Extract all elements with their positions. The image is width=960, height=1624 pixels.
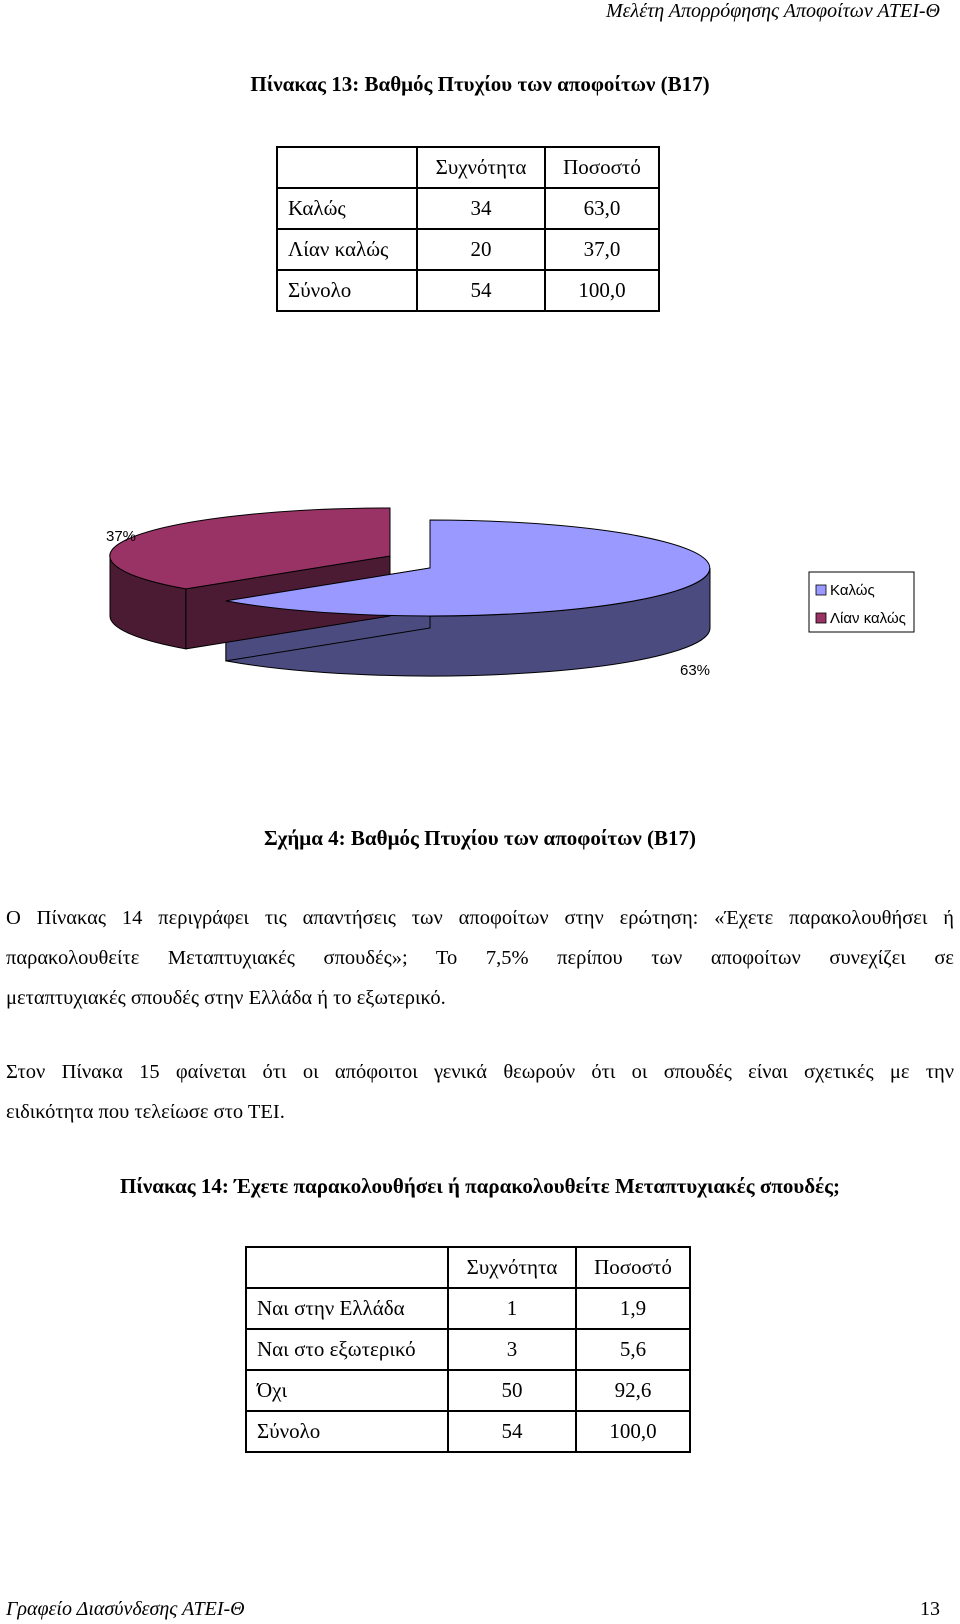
- table-cell: 50: [448, 1370, 576, 1411]
- running-header: Μελέτη Απορρόφησης Αποφοίτων ΑΤΕΙ-Θ: [606, 0, 940, 22]
- legend-label-kalos: Καλώς: [830, 582, 875, 599]
- page-number: 13: [920, 1598, 940, 1620]
- table-row: [246, 1370, 690, 1411]
- table-row: [277, 188, 659, 229]
- table-cell: 54: [417, 270, 545, 311]
- table-13-caption: Πίνακας 13: Βαθμός Πτυχίου των αποφοίτων (Β17): [250, 72, 710, 96]
- paragraph-line: παρακολουθείτε Μεταπτυχιακές σπουδές»; Το 7,5% περίπου των αποφοίτων συνεχίζει σε: [6, 947, 954, 969]
- table-row: [277, 147, 659, 188]
- legend: [809, 572, 914, 632]
- table-13: [276, 146, 660, 312]
- table-cell: 1: [448, 1288, 576, 1329]
- table-header-cell: [277, 147, 417, 188]
- table-cell: Καλώς: [277, 188, 417, 229]
- table-header-cell: [246, 1247, 448, 1288]
- paragraph-line: μεταπτυχιακές σπουδές στην Ελλάδα ή το εξωτερικό.: [6, 987, 446, 1009]
- table-14-caption: Πίνακας 14: Έχετε παρακολουθήσει ή παρακολουθείτε Μεταπτυχιακές σπουδές;: [120, 1174, 840, 1198]
- legend-label-lian-kalos: Λίαν καλώς: [830, 610, 906, 627]
- data-label-lian-kalos: 37%: [106, 528, 137, 545]
- table-row: [246, 1329, 690, 1370]
- table-cell: 63,0: [545, 188, 659, 229]
- table-cell: 3: [448, 1329, 576, 1370]
- table-row: [246, 1288, 690, 1329]
- paragraph-line: ειδικότητα που τελείωσε στο ΤΕΙ.: [6, 1101, 285, 1123]
- table-cell: Λίαν καλώς: [277, 229, 417, 270]
- table-cell: Όχι: [246, 1370, 448, 1411]
- table-cell: 20: [417, 229, 545, 270]
- table-header-cell: Ποσοστό: [576, 1247, 690, 1288]
- table-cell: 34: [417, 188, 545, 229]
- table-cell: 5,6: [576, 1329, 690, 1370]
- table-cell: Ναι στην Ελλάδα: [246, 1288, 448, 1329]
- legend-swatch-kalos: [816, 585, 826, 595]
- table-row: [277, 229, 659, 270]
- table-cell: 100,0: [576, 1411, 690, 1452]
- table-cell: Ναι στο εξωτερικό: [246, 1329, 448, 1370]
- paragraph-1: [6, 898, 954, 1018]
- table-row: [246, 1247, 690, 1288]
- table-cell: Σύνολο: [246, 1411, 448, 1452]
- table-header-cell: Συχνότητα: [448, 1247, 576, 1288]
- table-cell: 92,6: [576, 1370, 690, 1411]
- paragraph-2: [6, 1052, 954, 1132]
- table-cell: 37,0: [545, 229, 659, 270]
- table-cell: Σύνολο: [277, 270, 417, 311]
- paragraph-line: Στον Πίνακα 15 φαίνεται ότι οι απόφοιτοι γενικά θεωρούν ότι οι σπουδές είναι σχετικές με την: [6, 1061, 954, 1083]
- table-header-cell: Ποσοστό: [545, 147, 659, 188]
- table-row: [277, 270, 659, 311]
- figure-4-caption: Σχήμα 4: Βαθμός Πτυχίου των αποφοίτων (Β17): [263, 826, 697, 850]
- paragraph-line: Ο Πίνακας 14 περιγράφει τις απαντήσεις των αποφοίτων στην ερώτηση: «Έχετε παρακολουθήσει ή: [6, 907, 954, 929]
- pie-chart: [0, 500, 960, 720]
- legend-swatch-lian-kalos: [816, 613, 826, 623]
- table-14: [245, 1246, 691, 1453]
- data-label-kalos: 63%: [680, 662, 711, 679]
- table-cell: 54: [448, 1411, 576, 1452]
- table-cell: 100,0: [545, 270, 659, 311]
- table-cell: 1,9: [576, 1288, 690, 1329]
- table-header-cell: Συχνότητα: [417, 147, 545, 188]
- table-row: [246, 1411, 690, 1452]
- footer-office: Γραφείο Διασύνδεσης ΑΤΕΙ-Θ: [6, 1598, 245, 1620]
